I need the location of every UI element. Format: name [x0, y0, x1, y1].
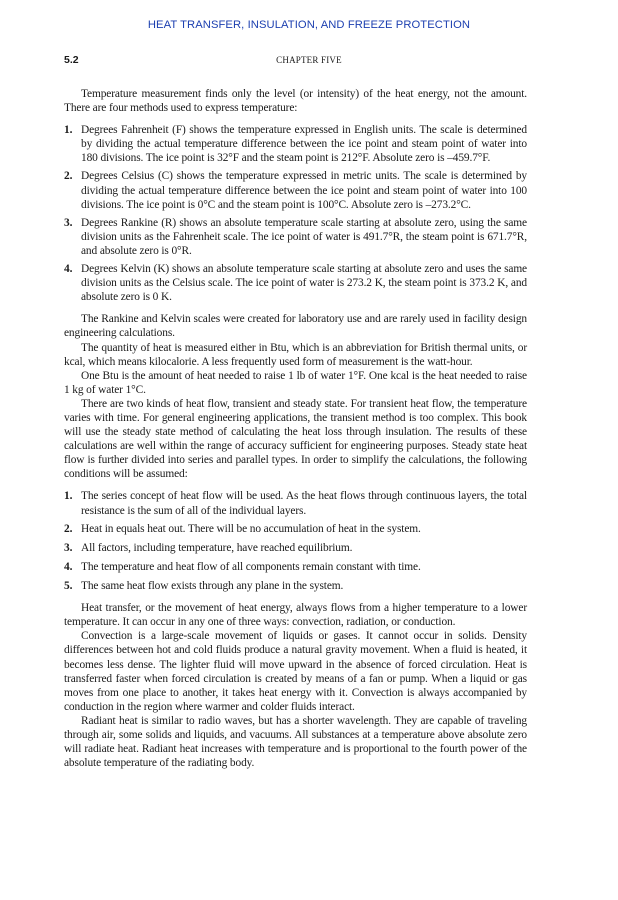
list-item-number: 2.	[64, 523, 73, 536]
page-body	[64, 87, 527, 770]
list-item-number: 4.	[64, 263, 73, 276]
list-item	[64, 579, 527, 593]
list-item-text: The same heat flow exists through any plane in the system.	[81, 580, 344, 593]
page-number: 5.2	[64, 54, 79, 66]
list-item-text: Heat in equals heat out. There will be no accumulation of heat in the system.	[81, 523, 421, 536]
list-item-number: 3.	[64, 542, 73, 555]
list-item-number: 3.	[64, 216, 73, 229]
paragraph: One Btu is the amount of heat needed to raise 1 lb of water 1°F. One kcal is the heat needed to raise 1 kg of water 1°C.	[64, 369, 527, 396]
paragraph: The quantity of heat is measured either in Btu, which is an abbreviation for British thermal units, or kcal, which means kilocalorie. A less frequently used form of measurement is the watt-hour.	[64, 341, 527, 368]
list-item	[64, 123, 527, 165]
list-item-number: 5.	[64, 580, 73, 593]
list-item	[64, 216, 527, 258]
list-item-number: 1.	[64, 490, 73, 503]
list-item-number: 2.	[64, 170, 73, 183]
paragraph: The Rankine and Kelvin scales were created for laboratory use and are rarely used in facility design engineering calculations.	[64, 313, 527, 340]
list-item-number: 4.	[64, 561, 73, 574]
list-item-text: Degrees Rankine (R) shows an absolute temperature scale starting at absolute zero, using the same division units as the Fahrenheit scale. The ice point of water is 491.7°R, the steam point is 671.7°R, and absolute zero is 0°R.	[81, 216, 527, 257]
list-item-text: Degrees Fahrenheit (F) shows the temperature expressed in English units. The scale is determined by dividing the actual temperature difference between the ice point and steam point of water into 180 divisions. The ice point is 32°F and the steam point is 212°F. Absolute zero is –459.7°F.	[81, 124, 527, 165]
list-item	[64, 489, 527, 517]
paragraph: There are two kinds of heat flow, transient and steady state. For transient heat flow, the temperature varies with time. For general engineering applications, the transient method is too complex. This book will use the steady state method of calculating the heat loss through insulation. The results of these calculations are well within the range of accuracy sufficient for engineering purposes. Steady state heat flow is further divided into series and parallel types. In order to simplify the calculations, the following conditions will be assumed:	[64, 397, 527, 481]
running-head: HEAT TRANSFER, INSULATION, AND FREEZE PROTECTION	[147, 19, 471, 31]
list-item	[64, 522, 527, 536]
list-item-text: Degrees Celsius (C) shows the temperature expressed in metric units. The scale is determined by dividing the actual temperature difference between the ice point and steam point of water into 100 divisions. The ice point is 0°C and the steam point is 100°C. Absolute zero is –273.2°C.	[81, 170, 527, 211]
paragraph: Heat transfer, or the movement of heat energy, always flows from a higher temperature to a lower temperature. It can occur in any one of three ways: convection, radiation, or conduction.	[64, 602, 527, 629]
list-item	[64, 541, 527, 555]
list-item	[64, 262, 527, 304]
chapter-label: CHAPTER FIVE	[276, 55, 342, 65]
list-item-text: The series concept of heat flow will be used. As the heat flows through continuous layers, the total resistance is the sum of all of the individual layers.	[81, 490, 527, 517]
list-item-text: All factors, including temperature, have reached equilibrium.	[81, 542, 353, 555]
list-item-text: The temperature and heat flow of all components remain constant with time.	[81, 561, 421, 574]
temperature-methods-list	[64, 123, 527, 304]
paragraph: Convection is a large-scale movement of liquids or gases. It cannot occur in solids. Density differences between hot and cold fluids produce a natural gravity movement. When a fluid is heated, it becomes less dense. The lighter fluid will move upward in the absence of forced circulation. Heat is transferred faster when forced circulation is created by means of a fan or pump. When a liquid or gas moves from one place to another, it takes heat energy with it. Convection is always accompanied by conduction in the region where warmer and colder fluids interact.	[64, 630, 527, 713]
assumed-conditions-list	[64, 489, 527, 593]
paragraph: Radiant heat is similar to radio waves, but has a shorter wavelength. They are capable of traveling through air, some solids and liquids, and vacuums. All substances at a temperature above absolute zero will radiate heat. Radiant heat increases with temperature and is proportional to the fourth power of the absolute temperature of the radiating body.	[64, 714, 527, 770]
list-item-text: Degrees Kelvin (K) shows an absolute temperature scale starting at absolute zero and uses the same division units as the Celsius scale. The ice point of water is 273.2 K, the steam point is 373.2 K, and absolute zero is 0 K.	[81, 263, 527, 304]
intro-paragraph: Temperature measurement finds only the level (or intensity) of the heat energy, not the amount. There are four methods used to express temperature:	[64, 88, 527, 115]
list-item	[64, 169, 527, 211]
list-item	[64, 560, 527, 574]
list-item-number: 1.	[64, 124, 73, 137]
